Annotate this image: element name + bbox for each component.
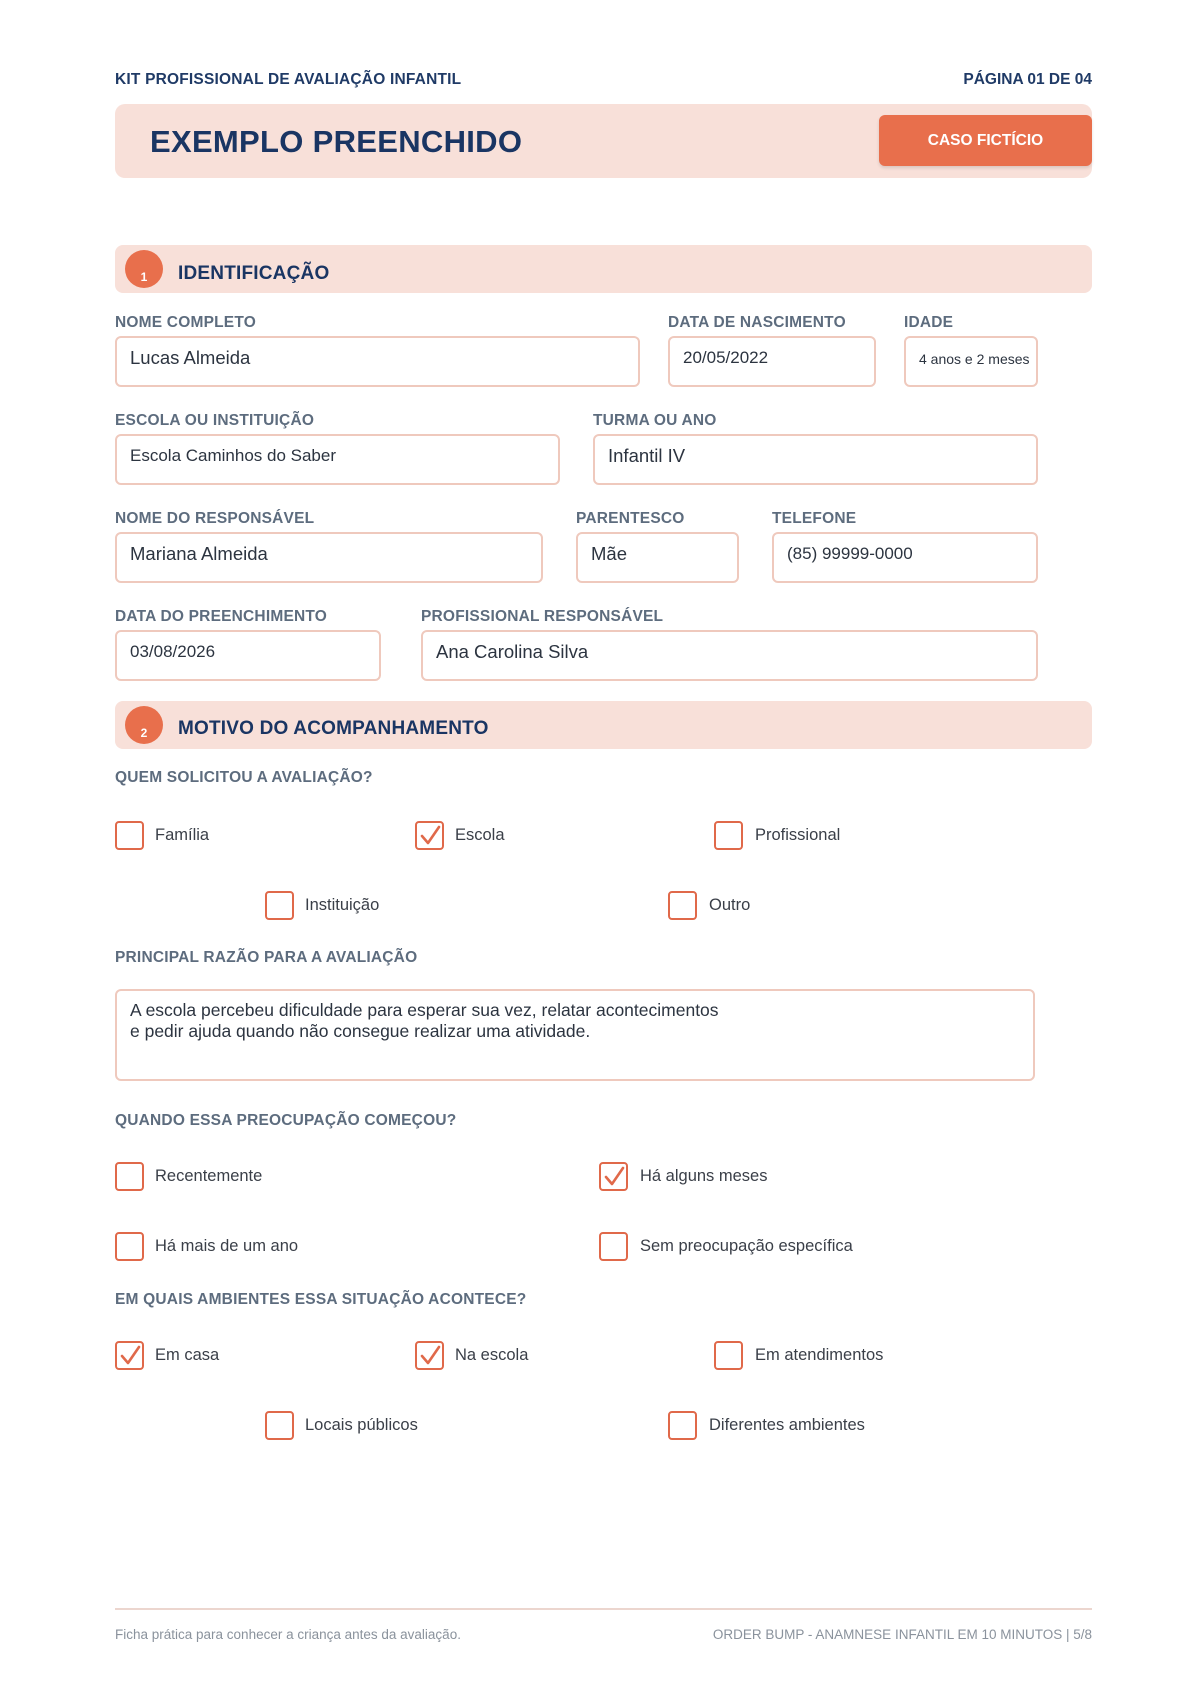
option-label-instituicao: Instituição bbox=[305, 896, 380, 914]
idade-field[interactable]: 4 anos e 2 meses bbox=[904, 336, 1038, 387]
option-label-ha-alguns-meses: Há alguns meses bbox=[640, 1167, 768, 1185]
question-principal-razao: PRINCIPAL RAZÃO PARA A AVALIAÇÃO bbox=[115, 949, 418, 966]
footer-product: ORDER BUMP - ANAMNESE INFANTIL EM 10 MINUTOS | 5/8 bbox=[712, 1627, 1092, 1642]
label-responsavel: NOME DO RESPONSÁVEL bbox=[115, 510, 315, 527]
page-title: EXEMPLO PREENCHIDO bbox=[150, 124, 523, 159]
responsavel-field[interactable]: Mariana Almeida bbox=[115, 532, 543, 583]
question-quando-comecou: QUANDO ESSA PREOCUPAÇÃO COMEÇOU? bbox=[115, 1112, 457, 1129]
question-quem-solicitou: QUEM SOLICITOU A AVALIAÇÃO? bbox=[115, 769, 373, 786]
label-data-nascimento: DATA DE NASCIMENTO bbox=[668, 314, 846, 331]
checkbox-profissional[interactable] bbox=[714, 821, 743, 850]
checkbox-em-casa[interactable] bbox=[115, 1341, 144, 1370]
turma-field[interactable]: Infantil IV bbox=[593, 434, 1038, 485]
label-turma: TURMA OU ANO bbox=[593, 412, 717, 429]
label-data-preenchimento: DATA DO PREENCHIMENTO bbox=[115, 608, 328, 625]
razao-text-line-1: A escola percebeu dificuldade para esperar sua vez, relatar acontecimentos bbox=[130, 1000, 719, 1020]
label-idade: IDADE bbox=[904, 314, 954, 331]
page-indicator: PÁGINA 01 DE 04 bbox=[963, 71, 1092, 88]
checkbox-sem-preocupacao[interactable] bbox=[599, 1232, 628, 1261]
label-escola: ESCOLA OU INSTITUIÇÃO bbox=[115, 412, 315, 429]
option-label-diferentes-ambientes: Diferentes ambientes bbox=[709, 1416, 865, 1434]
label-telefone: TELEFONE bbox=[772, 510, 857, 527]
option-label-outro: Outro bbox=[709, 896, 751, 914]
option-label-familia: Família bbox=[155, 826, 210, 844]
checkbox-escola[interactable] bbox=[415, 821, 444, 850]
razao-text-line-2: e pedir ajuda quando não consegue realizar uma atividade. bbox=[130, 1021, 591, 1041]
razao-textarea[interactable] bbox=[115, 989, 1035, 1081]
data-nascimento-field[interactable]: 20/05/2022 bbox=[668, 336, 876, 387]
checkbox-recentemente[interactable] bbox=[115, 1162, 144, 1191]
option-label-em-casa: Em casa bbox=[155, 1346, 220, 1364]
section-title-identificacao: IDENTIFICAÇÃO bbox=[178, 263, 330, 284]
checkbox-outro[interactable] bbox=[668, 891, 697, 920]
checkbox-locais-publicos[interactable] bbox=[265, 1411, 294, 1440]
checkbox-familia[interactable] bbox=[115, 821, 144, 850]
escola-field[interactable]: Escola Caminhos do Saber bbox=[115, 434, 560, 485]
label-parentesco: PARENTESCO bbox=[576, 510, 685, 527]
telefone-field[interactable]: (85) 99999-0000 bbox=[772, 532, 1038, 583]
checkbox-diferentes-ambientes[interactable] bbox=[668, 1411, 697, 1440]
checkmark-icon bbox=[418, 1344, 442, 1368]
parentesco-field[interactable]: Mãe bbox=[576, 532, 739, 583]
label-profissional: PROFISSIONAL RESPONSÁVEL bbox=[421, 608, 664, 625]
label-nome-completo: NOME COMPLETO bbox=[115, 314, 256, 331]
option-label-profissional: Profissional bbox=[755, 826, 841, 844]
case-badge: CASO FICTÍCIO bbox=[879, 115, 1092, 166]
checkbox-ha-mais-de-um-ano[interactable] bbox=[115, 1232, 144, 1261]
checkmark-icon bbox=[118, 1344, 142, 1368]
checkbox-ha-alguns-meses[interactable] bbox=[599, 1162, 628, 1191]
option-label-ha-mais-de-um-ano: Há mais de um ano bbox=[155, 1237, 299, 1255]
checkmark-icon bbox=[602, 1165, 626, 1189]
option-label-locais-publicos: Locais públicos bbox=[305, 1416, 418, 1434]
data-preenchimento-field[interactable]: 03/08/2026 bbox=[115, 630, 381, 681]
checkbox-na-escola[interactable] bbox=[415, 1341, 444, 1370]
option-label-sem-preocupacao: Sem preocupação específica bbox=[640, 1237, 853, 1255]
checkbox-instituicao[interactable] bbox=[265, 891, 294, 920]
checkmark-icon bbox=[418, 824, 442, 848]
section-number-badge: 1 bbox=[125, 250, 163, 288]
footer-divider bbox=[115, 1608, 1092, 1610]
section-number-badge: 2 bbox=[125, 706, 163, 744]
option-label-escola: Escola bbox=[455, 826, 505, 844]
section-title-motivo: MOTIVO DO ACOMPANHAMENTO bbox=[178, 718, 489, 739]
kit-title: KIT PROFISSIONAL DE AVALIAÇÃO INFANTIL bbox=[115, 71, 462, 88]
nome-completo-field[interactable]: Lucas Almeida bbox=[115, 336, 640, 387]
option-label-na-escola: Na escola bbox=[455, 1346, 529, 1364]
question-ambientes: EM QUAIS AMBIENTES ESSA SITUAÇÃO ACONTECE? bbox=[115, 1291, 527, 1308]
footer-note: Ficha prática para conhecer a criança antes da avaliação. bbox=[115, 1627, 461, 1642]
profissional-field[interactable]: Ana Carolina Silva bbox=[421, 630, 1038, 681]
option-label-em-atendimentos: Em atendimentos bbox=[755, 1346, 884, 1364]
option-label-recentemente: Recentemente bbox=[155, 1167, 263, 1185]
checkbox-em-atendimentos[interactable] bbox=[714, 1341, 743, 1370]
